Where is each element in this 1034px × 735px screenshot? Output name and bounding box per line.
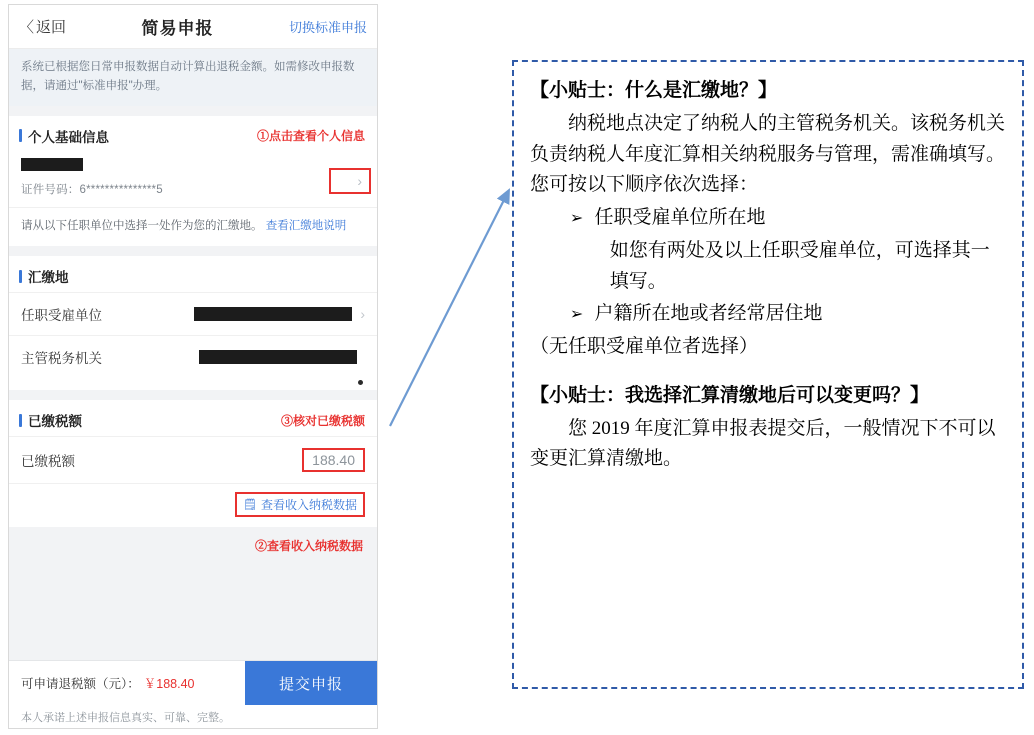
section-divider-3 [9,390,377,400]
tax-authority-row [9,335,377,378]
scroll-indicator-row [9,378,377,390]
employer-label: 任职受雇单位 [21,308,102,324]
tip1-bullet-1 [530,203,1006,234]
personal-info-row[interactable] [9,152,377,207]
switch-to-standard-declaration-link[interactable]: 切换标准申报 [288,20,367,35]
footer-main-row [9,661,377,705]
section-divider [9,106,377,116]
tip1-bullet-1-text: 任职受雇单位所在地 [594,207,766,229]
tip1-bullet-1-sub: 如您有两处及以上任职受雇单位，可选择其一填写。 [609,239,990,292]
remit-hint-text: 请从以下任职单位中选择一处作为您的汇缴地。 [21,219,263,232]
chevron-right-icon: › [360,306,365,323]
redacted-employer-value [194,307,352,321]
app-header [9,5,377,49]
remit-location-header [9,256,377,292]
personal-info-card [9,116,377,247]
id-number-line [21,181,365,197]
personal-info-header [9,116,377,152]
footer-commitment-text: 本人承诺上述申报信息真实、可靠、完整。 [21,712,230,724]
tips-callout-box [512,60,1024,689]
tax-authority-label: 主管税务机关 [21,351,102,367]
redacted-name [21,158,83,171]
annotation-step-3: ③核对已缴税额 [280,413,365,428]
remit-location-title: 汇缴地 [28,270,69,286]
personal-info-title-group [19,126,109,146]
arrow-bullet-icon: ➢ [569,208,584,228]
back-label: 返回 [36,19,67,36]
app-footer [9,660,377,728]
view-income-tax-data-button[interactable] [235,492,365,517]
paid-tax-amount-row [9,436,377,483]
back-button[interactable] [19,16,66,37]
chevron-left-icon: 〈 [19,19,35,36]
remit-location-help-link[interactable]: 查看汇缴地说明 [265,219,347,232]
id-number-label: 证件号码： [21,183,80,196]
income-tax-data-link-row [9,483,377,527]
refund-amount: ￥188.40 [143,676,195,691]
section-accent-bar [19,129,22,142]
personal-info-title: 个人基础信息 [28,129,109,145]
refund-label: 可申请退税额（元）： [21,676,140,691]
paid-tax-title-group [19,410,82,430]
tip1-title: 【小贴士：什么是汇缴地？】 [530,80,778,101]
employer-row[interactable] [9,292,377,335]
page-title: 简易申报 [141,19,214,38]
redacted-tax-authority-value [199,350,357,364]
section-accent-bar [19,414,22,427]
phone-app-screenshot [8,4,378,729]
paid-tax-card [9,400,377,527]
remit-location-title-group [19,266,69,286]
document-icon: 🗒 [243,499,257,512]
annotation-step-2: ②查看收入纳税数据 [254,539,363,554]
paid-tax-amount-value: 188.40 [302,448,365,472]
refund-summary [21,674,195,693]
annotation-step-1: ①点击查看个人信息 [256,129,365,144]
paid-tax-title: 已缴税额 [28,414,82,430]
remit-location-card [9,256,377,390]
tip1-bullet-2 [530,299,1006,330]
view-income-tax-data-label: 查看收入纳税数据 [260,498,357,513]
section-accent-bar [19,270,22,283]
annotation-step-2-row [9,527,377,554]
section-divider-2 [9,246,377,256]
tip2-title: 【小贴士：我选择汇算清缴地后可以变更吗？】 [530,384,930,406]
paid-tax-amount-label: 已缴税额 [21,454,75,470]
submit-declaration-button[interactable]: 提交申报 [245,661,377,705]
dot-indicator [358,380,363,385]
system-notice-text: 系统已根据您日常申报数据自动计算出退税金额。如需修改申报数据，请通过"标准申报"办理。 [9,49,377,106]
arrow-bullet-icon: ➢ [569,304,584,324]
callout-spacer [530,365,1006,381]
id-number-value: 6***************5 [79,183,163,196]
chevron-right-icon: › [357,172,362,189]
personal-info-highlight-box[interactable] [329,168,371,194]
connector-arrow [380,180,530,440]
paid-tax-header [9,400,377,436]
tip1-paragraph: 纳税地点决定了纳税人的主管税务机关。该税务机关负责纳税人年度汇算相关纳税服务与管理，需准确填写。您可按以下顺序依次选择： [530,112,1006,196]
tip2-paragraph: 您 2019 年度汇算申报表提交后，一般情况下不可以变更汇算清缴地。 [530,417,996,470]
tip1-bullet-2-sub: （无任职受雇单位者选择） [530,336,759,358]
tip1-bullet-2-text: 户籍所在地或者经常居住地 [594,303,823,325]
remit-location-hint [9,207,377,247]
